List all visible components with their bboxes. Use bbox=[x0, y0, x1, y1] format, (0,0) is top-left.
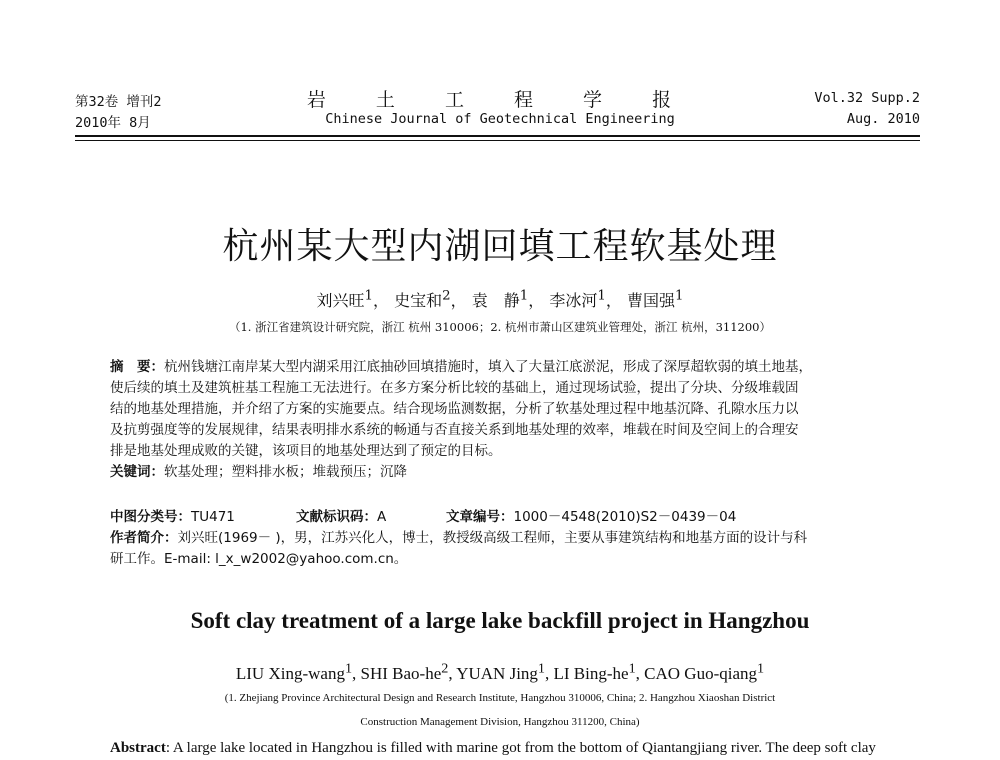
bio-email-line: 研工作。E-mail: l_x_w2002@yahoo.com.cn。 bbox=[110, 551, 408, 567]
article-no-label: 文章编号： bbox=[446, 509, 514, 525]
journal-title-en: Chinese Journal of Geotechnical Engineering bbox=[325, 111, 675, 127]
author-cn: 袁 静$^1$， bbox=[471, 288, 545, 310]
abstract-line: 结的地基处理措施，并介绍了方案的实施要点。结合现场监测数据，分析了软基处理过程中地基沉降、孔隙水压力以 bbox=[110, 401, 799, 417]
author-cn: 李冰河$^1$， bbox=[549, 288, 622, 310]
abstract-en-text: : A large lake located in Hangzhou is filled with marine got from the bottom of Qiantangjiang river. The deep soft clay bbox=[165, 740, 876, 756]
keywords-label-cn: 关键词： bbox=[110, 464, 164, 480]
affiliation-en-line1: (1. Zhejiang Province Architectural Design and Research Institute, Hangzhou 310006, China; 2. Hangzhou Xiaoshan District bbox=[224, 692, 776, 704]
keywords-cn: 关键词：软基处理；塑料排水板；堆载预压；沉降 bbox=[110, 464, 407, 480]
author-en: SHI Bao-$he^2$, bbox=[360, 660, 457, 683]
abstract-cn bbox=[110, 357, 900, 483]
abstract-line: 摘 要：杭州钱塘江南岸某大型内湖采用江底抽砂回填措施时，填入了大量江底淤泥，形成了深厚超软弱的填土地基， bbox=[110, 359, 812, 375]
abstract-label-cn: 摘 要： bbox=[110, 359, 164, 375]
bio-label: 作者简介： bbox=[110, 530, 178, 546]
paper-title-en: Soft clay treatment of a large lake backfill project in Hangzhou bbox=[190, 608, 810, 633]
affiliation-en-line2: Construction Management Division, Hangzhou 311200, China) bbox=[360, 716, 640, 728]
doccode-label: 文献标识码： bbox=[296, 509, 377, 525]
clc-label: 中图分类号： bbox=[110, 509, 191, 525]
date-en: Aug. 2010 bbox=[846, 111, 920, 127]
article-no-value: 1000－4548(2010)S2－0439－04 bbox=[513, 509, 737, 525]
abstract-line: 使后续的填土及建筑桩基工程施工无法进行。在多方案分析比较的基础上，通过现场试验，提出了分块、分级堆载固 bbox=[110, 380, 799, 396]
author-en: YUAN Jing$^1$, bbox=[456, 660, 554, 683]
authors-en bbox=[0, 660, 1000, 684]
volume-issue-en: Vol.32 Supp.2 bbox=[814, 90, 920, 106]
volume-issue-cn: 第32卷 增刊2 bbox=[75, 94, 162, 110]
header-rule-thick bbox=[75, 135, 920, 137]
abstract-en bbox=[110, 740, 876, 757]
author-cn: 曹国强$^1$ bbox=[626, 288, 684, 310]
author-en: LIU Xing-wang$^1$, bbox=[235, 660, 361, 683]
abstract-line: 及抗剪强度等的发展规律，结果表明排水系统的畅通与否直接关系到地基处理的效率，堆载在时间及空间上的合理安 bbox=[110, 422, 799, 438]
doc-code bbox=[296, 507, 386, 528]
abstract-line: 排是地基处理成败的关键，该项目的地基处理达到了预定的目标。 bbox=[110, 443, 502, 459]
date-cn: 2010年 8月 bbox=[75, 115, 151, 131]
header-rule-thin bbox=[75, 140, 920, 141]
doccode-value: A bbox=[377, 509, 387, 525]
affiliation-cn: （1. 浙江省建筑设计研究院，浙江 杭州 310006；2. 杭州市萧山区建筑业管理处，浙江 杭州，311200） bbox=[228, 320, 772, 334]
abstract-label-en: Abstract bbox=[110, 740, 166, 756]
clc-value: TU471 bbox=[191, 509, 235, 525]
classification-line bbox=[110, 507, 235, 528]
authors-cn bbox=[0, 288, 1000, 311]
author-bio: 作者简介：刘兴旺(1969－ )，男，江苏兴化人，博士，教授级高级工程师，主要从事建筑结构和地基方面的设计与科 研工作。E-mail: l_x_w2002@yahoo.com.cn。 bbox=[110, 528, 900, 570]
journal-title-cn: 岩 土 工 程 学 报 bbox=[306, 89, 694, 111]
author-cn: 刘兴旺$^1$， bbox=[316, 288, 390, 310]
article-number bbox=[446, 507, 736, 528]
author-cn: 史宝和$^2$， bbox=[394, 288, 467, 310]
author-en: CAO Guo-qiang$^1$ bbox=[644, 660, 765, 683]
paper-title-cn: 杭州某大型内湖回填工程软基处理 bbox=[222, 226, 778, 267]
author-en: LI Bing-$he^1$, bbox=[553, 660, 645, 683]
